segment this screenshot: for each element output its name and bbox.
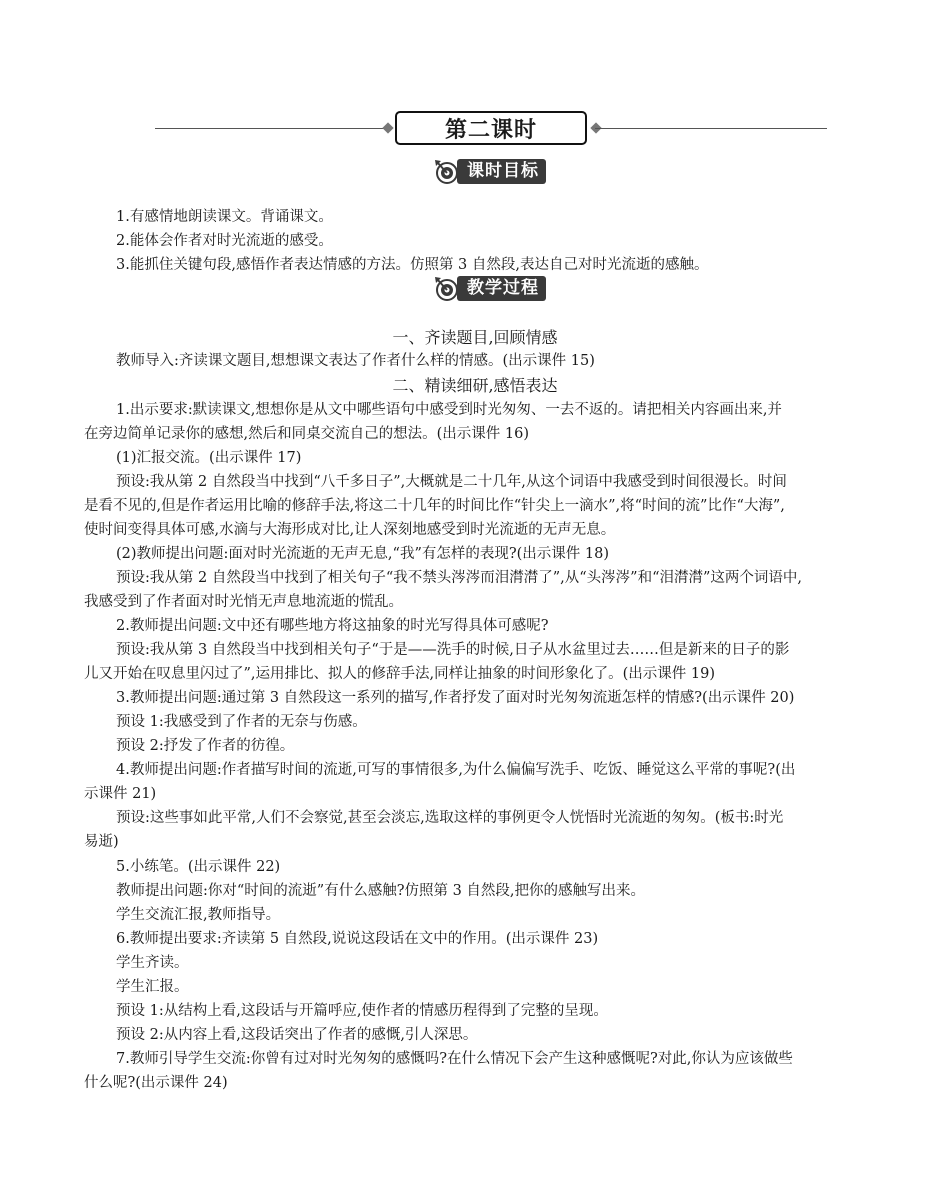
- paragraph-continued: 是看不见的,但是作者运用比喻的修辞手法,将这二十几年的时间比作“针尖上一滴水”,将“时间的流”比作“大海”,: [84, 498, 785, 514]
- paragraph: 预设 1:我感受到了作者的无奈与伤感。: [116, 714, 367, 730]
- target-icon: [433, 158, 463, 185]
- lesson-title-banner: [155, 111, 827, 147]
- paragraph: 5.小练笔。(出示课件 22): [116, 859, 281, 875]
- paragraph: 3.教师提出问题:通过第 3 自然段这一系列的描写,作者抒发了面对时光匆匆流逝怎样的情感?(出示课件 20): [116, 690, 795, 706]
- paragraph: (1)汇报交流。(出示课件 17): [116, 450, 302, 466]
- goals-section-badge: [433, 158, 546, 185]
- paragraph: 学生汇报。: [116, 979, 189, 995]
- goals-section-label: 课时目标: [457, 159, 546, 184]
- paragraph: 预设 2:从内容上看,这段话突出了作者的感慨,引人深思。: [116, 1027, 478, 1043]
- paragraph-continued: 示课件 21): [84, 786, 157, 802]
- paragraph: 预设 1:从结构上看,这段话与开篇呼应,使作者的情感历程得到了完整的呈现。: [116, 1003, 608, 1019]
- paragraph: 教师导入:齐读课文题目,想想课文表达了作者什么样的情感。(出示课件 15): [116, 353, 595, 369]
- paragraph: 4.教师提出问题:作者描写时间的流逝,可写的事情很多,为什么偏偏写洗手、吃饭、睡觉这么平常的事呢?(出: [116, 762, 796, 778]
- section-heading-1: 一、齐读题目,回顾情感: [392, 328, 558, 347]
- paragraph-continued: 儿又开始在叹息里闪过了”,运用排比、拟人的修辞手法,同样让抽象的时间形象化了。(出示课件 19): [84, 666, 716, 682]
- paragraph: 1.出示要求:默读课文,想想你是从文中哪些语句中感受到时光匆匆、一去不返的。请把相关内容画出来,并: [116, 402, 782, 418]
- section-heading-2: 二、精读细研,感悟表达: [392, 376, 558, 395]
- goal-item: 2.能体会作者对时光流逝的感受。: [116, 233, 333, 249]
- title-rule-left: [155, 128, 387, 129]
- paragraph: 预设 2:抒发了作者的彷徨。: [116, 738, 295, 754]
- paragraph: 教师提出问题:你对“时间的流逝”有什么感触?仿照第 3 自然段,把你的感触写出来。: [116, 883, 646, 899]
- lesson-title: 第二课时: [395, 111, 587, 145]
- paragraph-continued: 我感受到了作者面对时光悄无声息地流逝的慌乱。: [84, 594, 403, 610]
- paragraph: 学生交流汇报,教师指导。: [116, 907, 281, 923]
- paragraph-continued: 易逝): [84, 834, 119, 850]
- paragraph: 6.教师提出要求:齐读第 5 自然段,说说这段话在文中的作用。(出示课件 23): [116, 931, 599, 947]
- paragraph: 7.教师引导学生交流:你曾有过对时光匆匆的感慨吗?在什么情况下会产生这种感慨呢?对此,你认为应该做些: [116, 1051, 793, 1067]
- paragraph: 预设:我从第 2 自然段当中找到“八千多日子”,大概就是二十几年,从这个词语中我感受到时间很漫长。时间: [116, 474, 787, 490]
- title-diamond-left: [382, 122, 393, 133]
- title-rule-right: [595, 128, 827, 129]
- paragraph: 学生齐读。: [116, 955, 189, 971]
- process-section-badge: [433, 275, 546, 302]
- paragraph: (2)教师提出问题:面对时光流逝的无声无息,“我”有怎样的表现?(出示课件 18): [116, 546, 610, 562]
- goal-item: 3.能抓住关键句段,感悟作者表达情感的方法。仿照第 3 自然段,表达自己对时光流逝的感触。: [116, 257, 709, 273]
- paragraph: 预设:这些事如此平常,人们不会察觉,甚至会淡忘,选取这样的事例更令人恍悟时光流逝的匆匆。(板书:时光: [116, 810, 784, 826]
- paragraph: 预设:我从第 3 自然段当中找到相关句子“于是——洗手的时候,日子从水盆里过去……但是新来的日子的影: [116, 642, 790, 658]
- target-icon: [433, 275, 463, 302]
- paragraph: 预设:我从第 2 自然段当中找到了相关句子“我不禁头涔涔而泪潸潸了”,从“头涔涔”和“泪潸潸”这两个词语中,: [116, 570, 803, 586]
- paragraph-continued: 在旁边简单记录你的感想,然后和同桌交流自己的想法。(出示课件 16): [84, 426, 529, 442]
- goal-item: 1.有感情地朗读课文。背诵课文。: [116, 209, 333, 225]
- process-section-label: 教学过程: [457, 276, 546, 301]
- paragraph-continued: 使时间变得具体可感,水滴与大海形成对比,让人深刻地感受到时光流逝的无声无息。: [84, 522, 616, 538]
- paragraph-continued: 什么呢?(出示课件 24): [84, 1075, 228, 1091]
- paragraph: 2.教师提出问题:文中还有哪些地方将这抽象的时光写得具体可感呢?: [116, 618, 549, 634]
